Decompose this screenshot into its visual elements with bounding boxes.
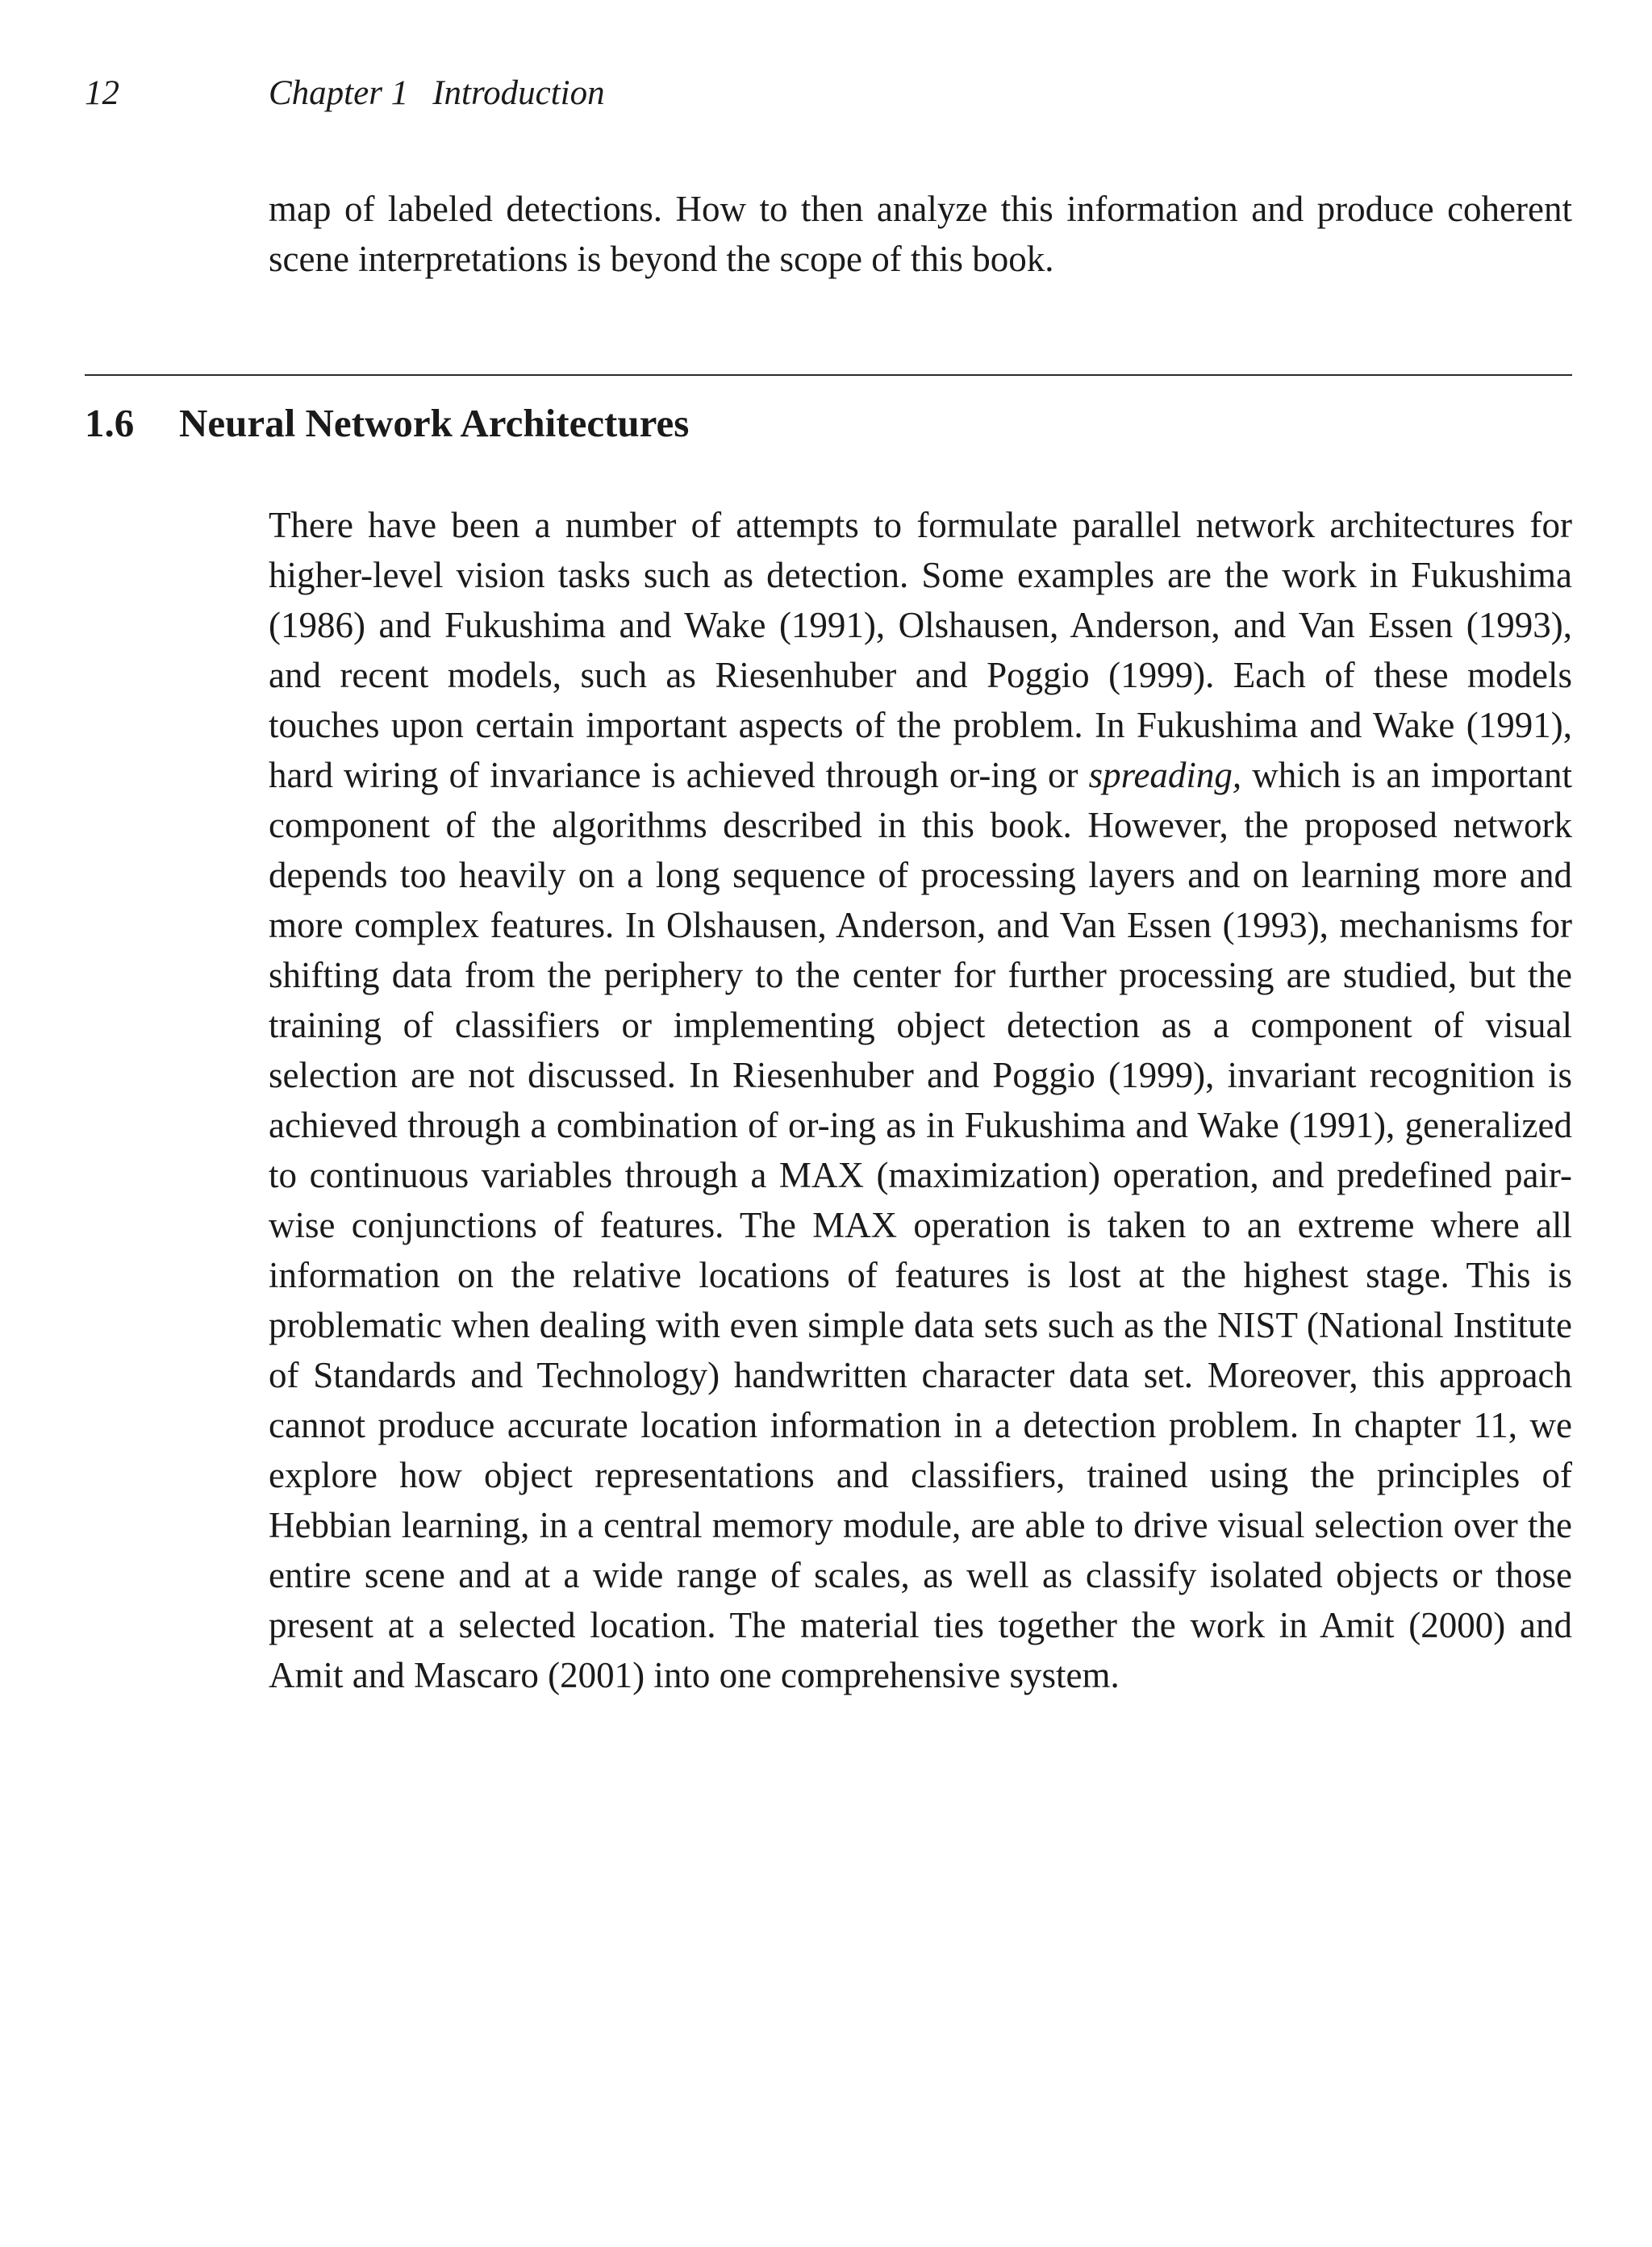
paragraph-emphasis: spreading, <box>1088 755 1242 795</box>
section-paragraph <box>269 500 1572 1700</box>
chapter-label: Chapter 1 <box>269 74 409 112</box>
paragraph-text-part2: which is an important component of the algorithms described in this book. However, the proposed network depends too heavily on a long sequence of processing layers and on learning more and more complex features. In Olshausen, Anderson, and Van Essen (1993), mechanisms for shifting data from the periphery to the center for further processing are studied, but the training of classifiers or implementing object detection as a component of visual selection are not discussed. In Riesenhuber and Poggio (1999), invariant recognition is achieved through a combination of or-ing as in Fukushima and Wake (1991), generalized to continuous variables through a MAX (maximization) operation, and predefined pair-wise conjunctions of features. The MAX operation is taken to an extreme where all information on the relative locations of features is lost at the highest stage. This is problematic when dealing with even simple data sets such as the NIST (National Institute of Standards and Technology) handwritten character data set. Moreover, this approach cannot produce accurate location information in a detection problem. In chapter 11, we explore how object representations and classifiers, trained using the principles of Hebbian learning, in a central memory module, are able to drive visual selection over the entire scene and at a wide range of scales, as well as classify isolated objects or those present at a selected location. The material ties together the work in Amit (2000) and Amit and Mascaro (2001) into one comprehensive system. <box>269 755 1572 1695</box>
running-head <box>269 71 605 116</box>
section-divider <box>85 374 1572 376</box>
page-number: 12 <box>85 74 119 112</box>
section-title: Neural Network Architectures <box>179 401 690 445</box>
chapter-title: Introduction <box>432 74 605 112</box>
section-number: 1.6 <box>85 401 135 445</box>
page-header <box>85 71 1572 116</box>
paragraph-text-part1: There have been a number of attempts to formulate parallel network architectures for higher-level vision tasks such as detection. Some examples are the work in Fukushima (1986) and Fukushima and Wake (1991), Olshausen, Anderson, and Van Essen (1993), and recent models, such as Riesenhuber and Poggio (1999). Each of these models touches upon certain important aspects of the problem. In Fukushima and Wake (1991), hard wiring of invariance is achieved through or-ing or <box>269 505 1572 795</box>
section-heading <box>85 397 1572 450</box>
carryover-paragraph: map of labeled detections. How to then analyze this information and produce coherent scene interpretations is beyond the scope of this book. <box>269 189 1572 279</box>
